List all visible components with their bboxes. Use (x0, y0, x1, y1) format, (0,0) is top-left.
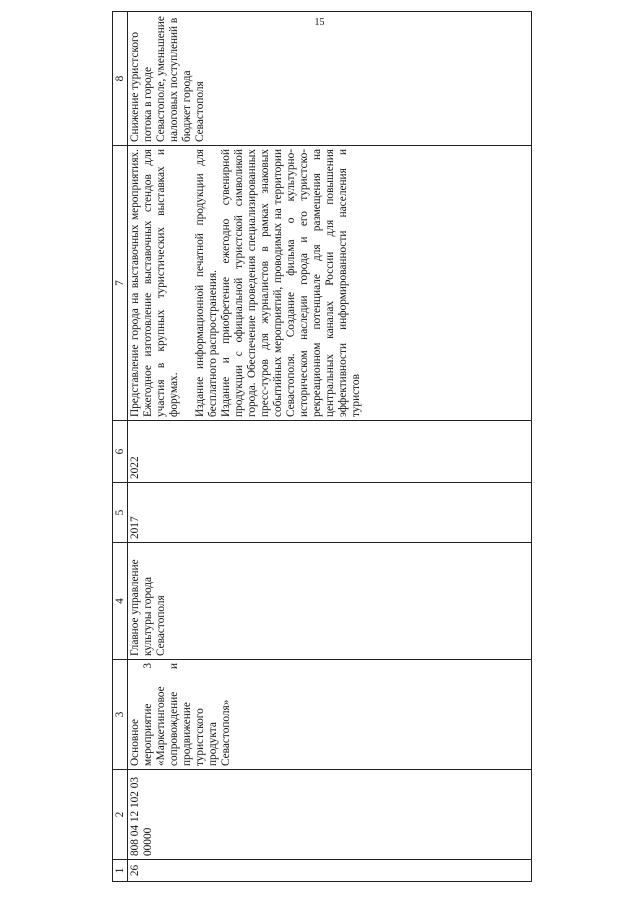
header-cell-4: 4 (113, 543, 128, 660)
table-row (128, 12, 532, 882)
header-cell-8: 8 (113, 12, 128, 146)
start-year: 2017 (128, 483, 532, 543)
budget-code: 808 04 12 102 03 00000 (128, 770, 532, 860)
expected-result: Снижение туристского потока в городе Севастополе, уменьшение налоговых поступлений в бюджет города Севастополя (128, 12, 532, 146)
row-number: 26 (128, 860, 532, 882)
content-paragraph-1: Представление города на выставочных мероприятиях. Ежегодное изготовление выставочных стендов для участия в крупных туристических выставках и форумах. (129, 149, 180, 417)
measure-name: Основное мероприятие 3 «Маркетинговое сопровождение и продвижение туристского продукта Севастополя» (128, 660, 532, 770)
header-row (113, 12, 128, 882)
measure-content (128, 146, 532, 421)
header-cell-6: 6 (113, 421, 128, 483)
content-paragraph-2: Издание информационной печатной продукции для бесплатного распространения. (194, 149, 219, 417)
executor: Главное управление культуры города Севастополя (128, 543, 532, 660)
page-number: 15 (314, 17, 325, 28)
content-paragraph-3: Издание и приобретение ежегодно сувенирной продукции с официальной туристской символикой города. Обеспечение проведения специализированных пресс-туров для журналистов в рамках знаковых событийных мероприятий, проводимых на территории Севастополя. Создание фильма о культурно-историческом наследии города и его туристско-рекреационном потенциале для размещения на центральных каналах России для повышения эффективности информированности населения и туристов (220, 149, 362, 417)
program-table (112, 11, 532, 882)
header-cell-5: 5 (113, 483, 128, 543)
rotated-table-container (112, 12, 532, 882)
end-year: 2022 (128, 421, 532, 483)
header-cell-3: 3 (113, 660, 128, 770)
header-cell-7: 7 (113, 146, 128, 421)
paragraph-gap (181, 149, 194, 417)
header-cell-2: 2 (113, 770, 128, 860)
header-cell-1: 1 (113, 860, 128, 882)
